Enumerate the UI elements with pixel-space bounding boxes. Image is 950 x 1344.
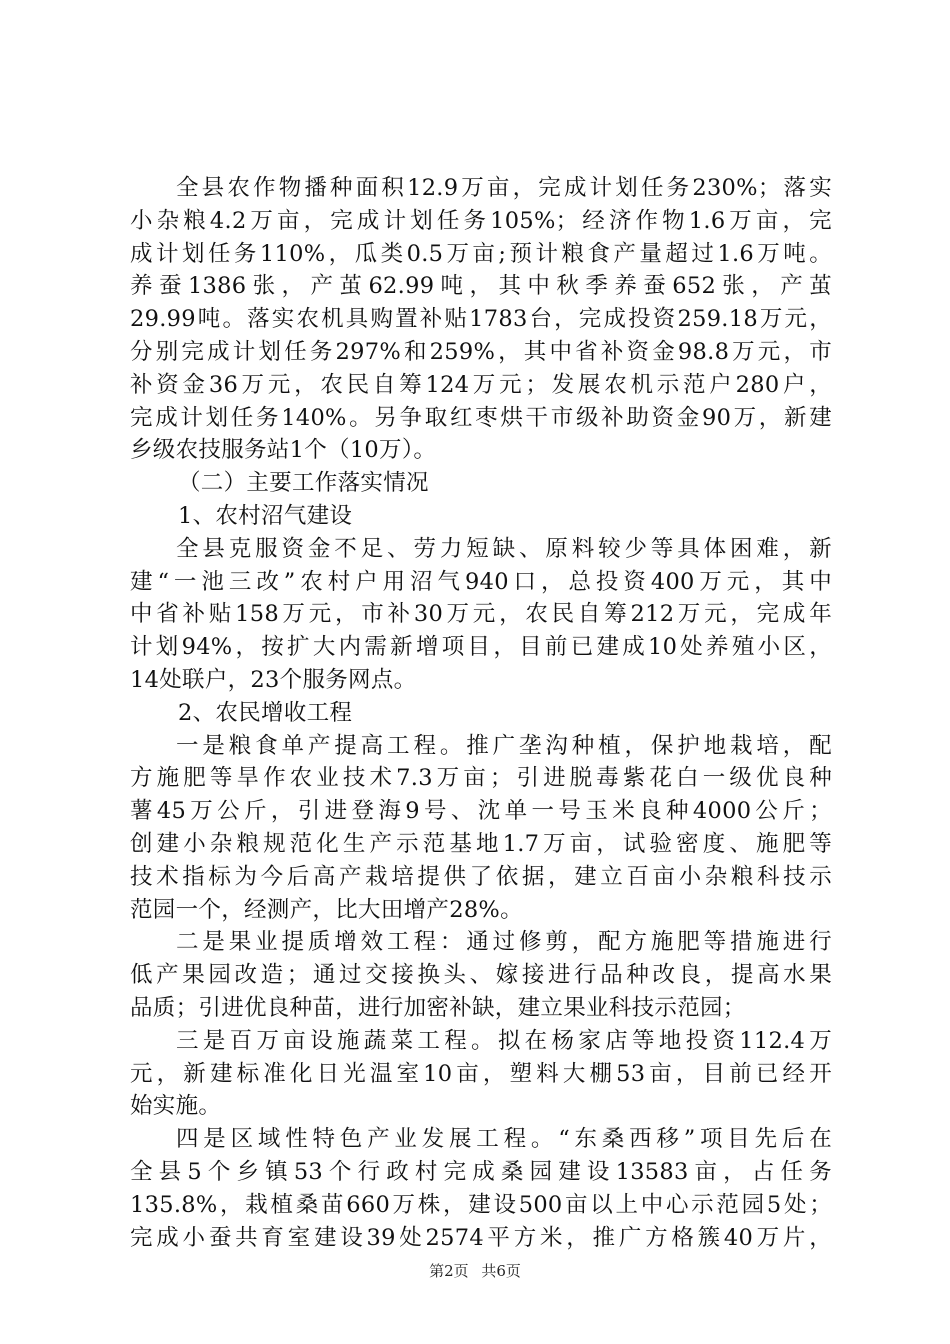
paragraph-line: 范园一个，经测产，比大田增产28%。 <box>130 896 523 923</box>
page-total: 共6页 <box>481 1262 521 1280</box>
paragraph-line: 计划94%，按扩大内需新增项目，目前已建成10处养殖小区， <box>130 634 832 661</box>
paragraph-line: 技术指标为今后高产栽培提供了依据，建立百亩小杂粮科技示 <box>130 863 832 890</box>
paragraph-line: 方施肥等旱作农业技术7.3万亩；引进脱毒紫花白一级优良种 <box>130 765 832 792</box>
paragraph-line: 14处联户，23个服务网点。 <box>130 666 417 693</box>
paragraph-line: 二是果业提质增效工程：通过修剪，配方施肥等措施进行 <box>176 929 832 956</box>
paragraph-line: 薯45万公斤，引进登海9号、沈单一号玉米良种4000公斤； <box>130 798 832 825</box>
page-number: 第2页 <box>429 1262 469 1280</box>
paragraph-line: 乡级农技服务站1个（10万）。 <box>130 437 437 464</box>
paragraph-line: 全县5个乡镇53个行政村完成桑园建设13583亩，占任务 <box>130 1158 832 1185</box>
paragraph-line: 建“一池三改”农村户用沼气940口，总投资400万元，其中 <box>130 568 832 595</box>
paragraph-line: 一是粮食单产提高工程。推广垄沟种植，保护地栽培，配 <box>176 732 832 759</box>
paragraph-line: 创建小杂粮规范化生产示范基地1.7万亩，试验密度、施肥等 <box>130 830 832 857</box>
paragraph-line: 完成计划任务140%。另争取红枣烘干市级补助资金90万，新建 <box>130 404 832 431</box>
paragraph-line: 三是百万亩设施蔬菜工程。拟在杨家店等地投资112.4万 <box>176 1027 832 1054</box>
paragraph-line: 全县克服资金不足、劳力短缺、原料较少等具体困难，新 <box>176 535 832 562</box>
paragraph-line: 低产果园改造；通过交接换头、嫁接进行品种改良，提高水果 <box>130 962 832 989</box>
document-body <box>130 172 832 1254</box>
paragraph-line: 小杂粮4.2万亩，完成计划任务105%；经济作物1.6万亩，完 <box>130 207 832 234</box>
paragraph-line: 分别完成计划任务297%和259%，其中省补资金98.8万元，市 <box>130 338 832 365</box>
paragraph-line: 始实施。 <box>130 1093 222 1120</box>
paragraph-line: 成计划任务110%，瓜类0.5万亩;预计粮食产量超过1.6万吨。 <box>130 240 832 267</box>
paragraph-line: 完成小蚕共育室建设39处2574平方米，推广方格簇40万片， <box>130 1224 832 1251</box>
paragraph-line: 补资金36万元，农民自筹124万元；发展农机示范户280户， <box>130 371 832 398</box>
page-footer <box>0 1261 950 1281</box>
section-heading: （二）主要工作落实情况 <box>178 470 429 497</box>
paragraph-line: 元，新建标准化日光温室10亩，塑料大棚53亩，目前已经开 <box>130 1060 832 1087</box>
paragraph-line: 养蚕1386张，产茧62.99吨，其中秋季养蚕652张，产茧 <box>130 273 832 300</box>
paragraph-line: 中省补贴158万元，市补30万元，农民自筹212万元，完成年 <box>130 601 832 628</box>
paragraph-line: 全县农作物播种面积12.9万亩，完成计划任务230%；落实 <box>176 175 832 201</box>
subsection-heading: 1、农村沼气建设 <box>178 502 353 529</box>
subsection-heading: 2、农民增收工程 <box>178 699 353 726</box>
paragraph-line: 四是区域性特色产业发展工程。“东桑西移”项目先后在 <box>176 1126 832 1153</box>
paragraph-line: 29.99吨。落实农机具购置补贴1783台，完成投资259.18万元， <box>130 306 832 333</box>
paragraph-line: 品质；引进优良种苗，进行加密补缺，建立果业科技示范园； <box>130 994 746 1021</box>
paragraph-line: 135.8%，栽植桑苗660万株，建设500亩以上中心示范园5处； <box>130 1191 832 1218</box>
